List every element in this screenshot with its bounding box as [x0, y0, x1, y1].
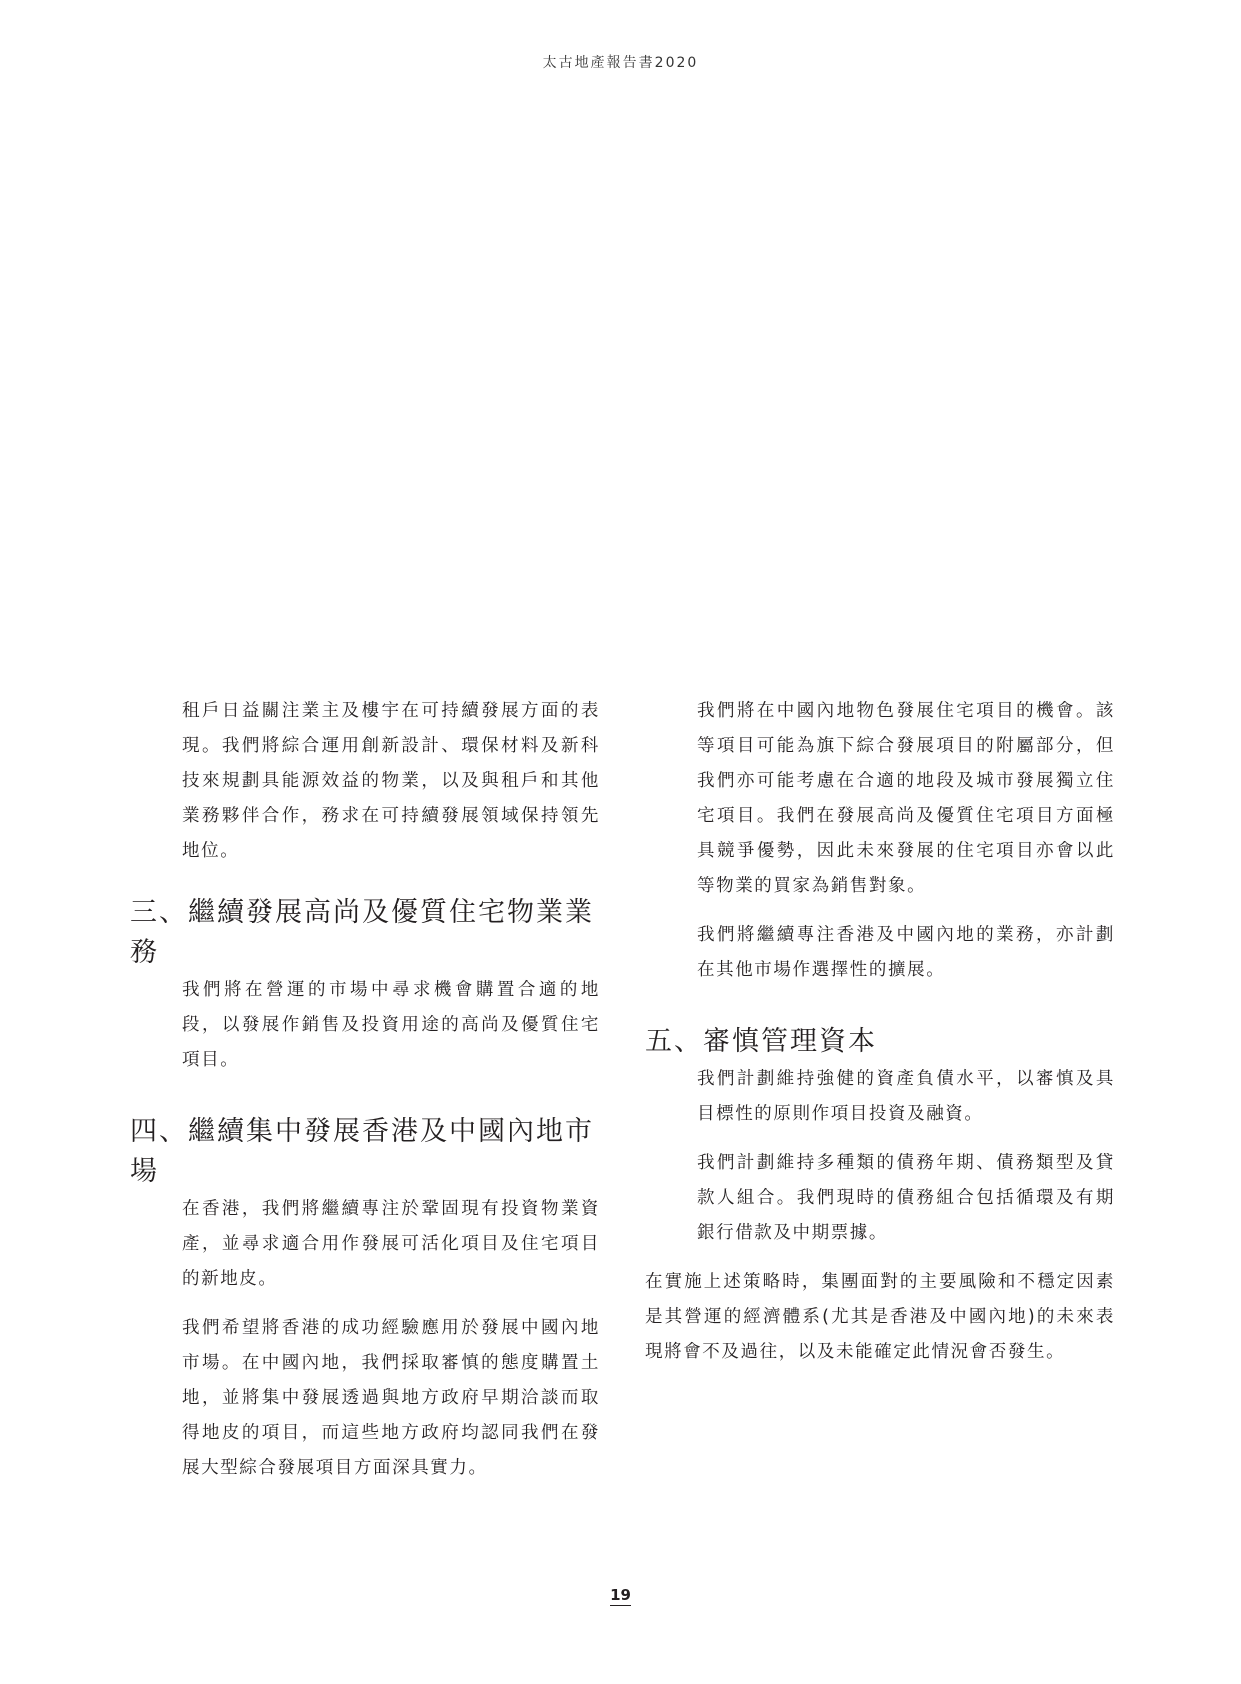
left-column — [130, 694, 600, 1486]
blank-image-area — [130, 90, 1110, 670]
markets-paragraph: 我們將繼續專注香港及中國內地的業務，亦計劃在其他市場作選擇性的擴展。 — [697, 925, 1115, 980]
section-4-paragraph-2: 我們希望將香港的成功經驗應用於發展中國內地市場。在中國內地，我們採取審慎的態度購置土地，並將集中發展透過與地方政府早期洽談而取得地皮的項目，而這些地方政府均認同我們在發展大型綜合發展項目方面深具實力。 — [182, 1318, 600, 1478]
section-5-heading: 五、審慎管理資本 — [645, 1026, 877, 1057]
intro-paragraph: 租戶日益關注業主及樓宇在可持續發展方面的表現。我們將綜合運用創新設計、環保材料及新科技來規劃具能源效益的物業，以及與租戶和其他業務夥伴合作，務求在可持續發展領域保持領先地位。 — [182, 701, 600, 861]
section-3-heading: 三、繼續發展高尚及優質住宅物業業務 — [130, 897, 594, 968]
section-4-heading: 四、繼續集中發展香港及中國內地市場 — [130, 1116, 594, 1187]
right-column — [645, 694, 1115, 1370]
section-3-paragraph: 我們將在營運的市場中尋求機會購置合適的地段，以發展作銷售及投資用途的高尚及優質住宅項目。 — [182, 980, 600, 1070]
closing-paragraph: 在實施上述策略時，集團面對的主要風險和不穩定因素是其營運的經濟體系(尤其是香港及中國內地)的未來表現將會不及過往，以及未能確定此情況會否發生。 — [645, 1272, 1115, 1362]
section-5-paragraph-2: 我們計劃維持多種類的債務年期、債務類型及貸款人組合。我們現時的債務組合包括循環及有期銀行借款及中期票據。 — [697, 1153, 1115, 1243]
section-4-paragraph-1: 在香港，我們將繼續專注於鞏固現有投資物業資產，並尋求適合用作發展可活化項目及住宅項目的新地皮。 — [182, 1199, 600, 1289]
page-number — [0, 1586, 1241, 1604]
running-header: 太古地產報告書2020 — [542, 55, 699, 71]
page-number-text: 19 — [610, 1586, 631, 1604]
section-5-paragraph-1: 我們計劃維持強健的資產負債水平，以審慎及具目標性的原則作項目投資及融資。 — [697, 1069, 1115, 1124]
residential-paragraph: 我們將在中國內地物色發展住宅項目的機會。該等項目可能為旗下綜合發展項目的附屬部分，但我們亦可能考慮在合適的地段及城市發展獨立住宅項目。我們在發展高尚及優質住宅項目方面極具競爭優勢，因此未來發展的住宅項目亦會以此等物業的買家為銷售對象。 — [697, 701, 1115, 896]
